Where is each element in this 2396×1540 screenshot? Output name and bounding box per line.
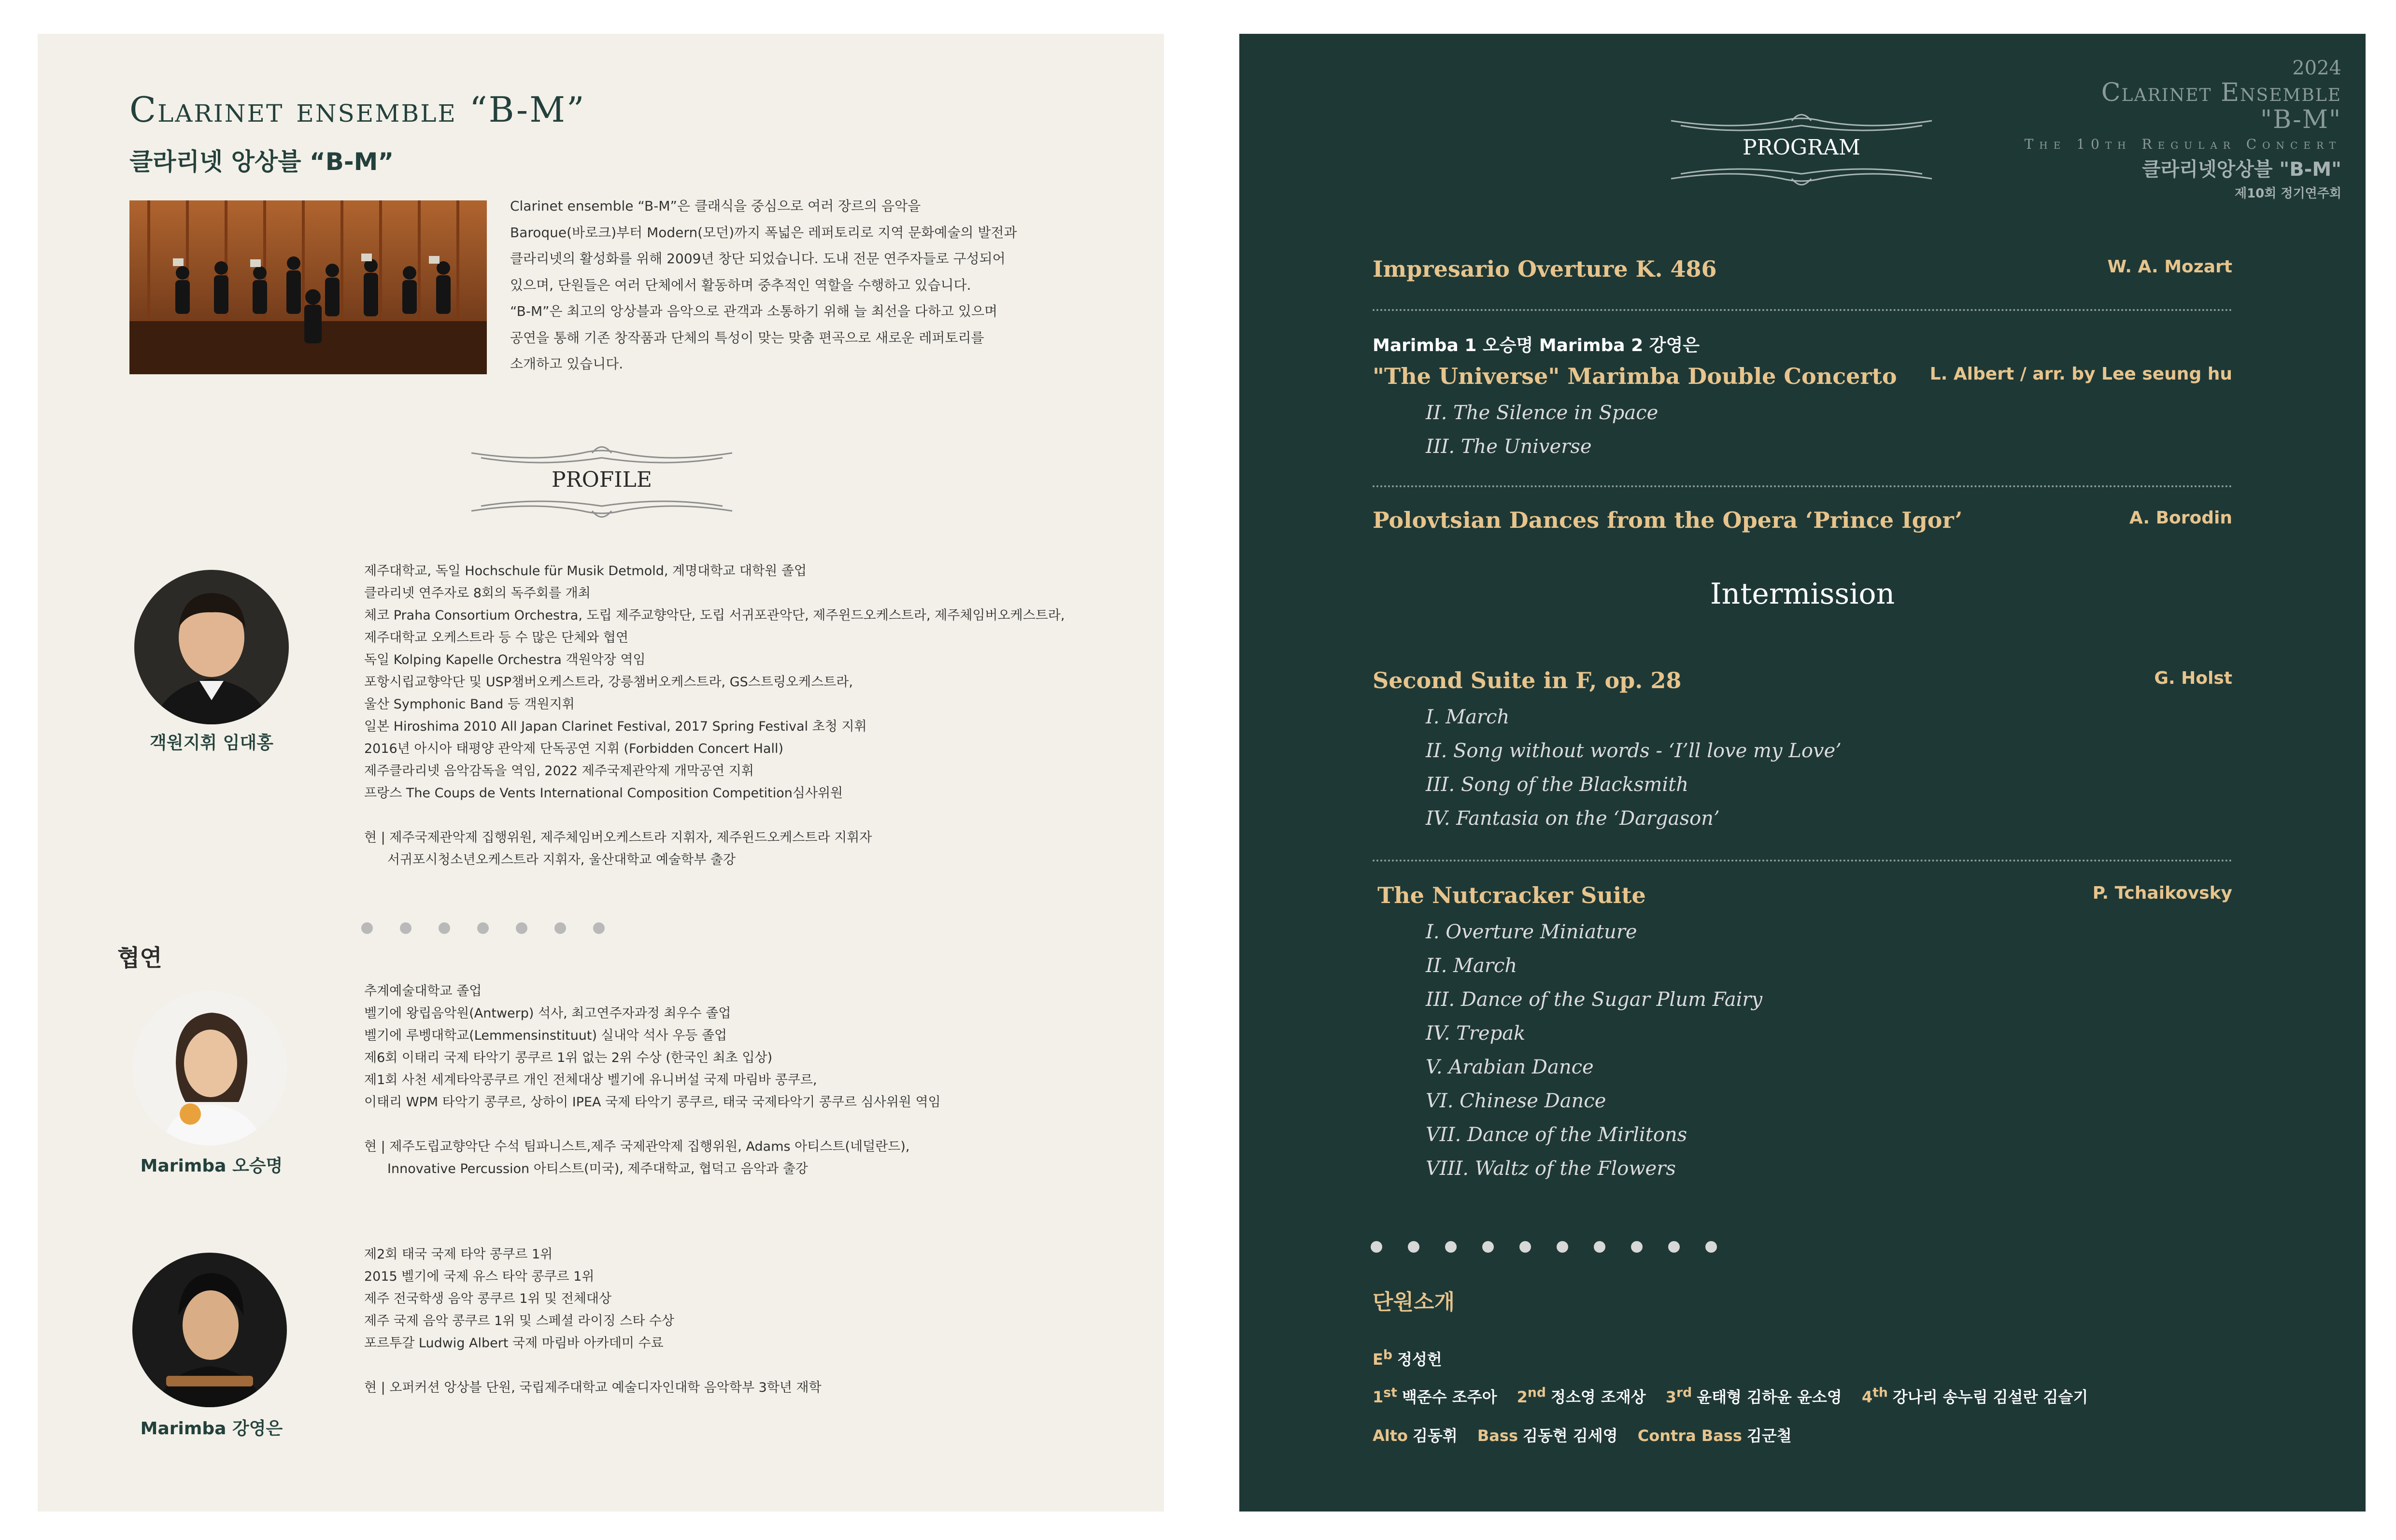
bio-line: 독일 Kolping Kapelle Orchestra 객원악장 역임 [364,652,646,667]
piece-composer: G. Holst [2154,668,2232,688]
concert-header [2025,57,2341,201]
dot [516,922,527,934]
dot [1705,1241,1717,1253]
divider [1373,309,2232,311]
movement: VI. Chinese Dance [1426,1090,1606,1112]
dot [1594,1241,1605,1253]
program-heading [1666,106,1937,193]
piece-title: "The Universe" Marimba Double Concerto [1373,363,1897,389]
current-line: 현 | 제주도립교향악단 수석 팀파니스트,제주 국제관악제 집행위원, Adams 아티스트(네덜란드), [364,1139,910,1154]
ensemble-title: Clarinet ensemble “B-M” [129,89,586,130]
bio-line: 울산 Symphonic Band 등 객원지휘 [364,697,575,712]
bio-line: 제6회 이태리 국제 타악기 콩쿠르 1위 없는 2위 수상 (한국인 최초 입상) [364,1050,773,1065]
first-num: 1 [1373,1388,1384,1406]
movement: V. Arabian Dance [1426,1056,1594,1078]
eb-names: 정성헌 [1397,1350,1442,1369]
piece-soloists: Marimba 1 오승명 Marimba 2 강영은 [1373,336,1700,355]
piece-composer: W. A. Mozart [2107,257,2232,277]
bio-line: 2015 벨기에 국제 유스 타악 콩쿠르 1위 [364,1269,595,1284]
bio-line: 제주 전국학생 음악 콩쿠르 1위 및 전체대상 [364,1291,612,1306]
dot [439,922,450,934]
current-line: Innovative Percussion 아티스트(미국), 제주대학교, 협덕고 음악과 출강 [387,1161,808,1176]
alto-label: Alto [1373,1427,1408,1445]
guest-section-title: 협연 [117,945,162,972]
first-names: 백준수 조주아 [1402,1388,1497,1406]
bio-line: 벨기에 루벵대학교(Lemmensinstituut) 실내악 석사 우등 졸업 [364,1028,727,1043]
alto-names: 김동휘 [1413,1427,1458,1445]
intro-line: Clarinet ensemble “B-M”은 클래식을 중심으로 여러 장르의 음악을 [510,198,921,214]
bio-line: 제주대학교 오케스트라 등 수 많은 단체와 협연 [364,630,629,645]
movement: III. The Universe [1426,436,1592,458]
movement: IV. Fantasia on the ‘Dargason’ [1426,807,1720,830]
current-line: 현 | 오퍼커션 앙상블 단원, 국립제주대학교 예술디자인대학 음악학부 3학년 재학 [364,1380,822,1395]
dot [1445,1241,1457,1253]
piece-title: Second Suite in F, op. 28 [1373,667,1682,693]
ensemble-quoted: "B-M" [2260,105,2341,134]
profile-heading [467,438,737,525]
ensemble-name: Clarinet Ensemble [2101,78,2341,107]
first-sup: st [1383,1385,1397,1400]
intro-line: 있으며, 단원들은 여러 단체에서 활동하며 중추적인 역할을 수행하고 있습니다. [510,277,971,293]
bio-line: 추계예술대학교 졸업 [364,984,482,999]
movement: II. The Silence in Space [1426,402,1659,424]
ensemble-intro [510,193,1090,378]
intro-line: “B-M”은 최고의 앙상블과 음악으로 관객과 소통하기 위해 늘 최선을 다하고 있으며 [510,303,998,319]
profile-label: PROFILE [551,467,652,492]
dot [1519,1241,1531,1253]
intermission-label: Intermission [1710,577,1895,611]
dot [1668,1241,1680,1253]
piece-composer: P. Tchaikovsky [2092,883,2232,903]
movement-list [1426,915,1762,1186]
korean-name: 클라리넷앙상블 "B-M" [2142,158,2341,181]
movement: I. Overture Miniature [1426,921,1637,943]
bio-line: 포항시립교향악단 및 USP챔버오케스트라, 강릉챔버오케스트라, GS스트링오케스트라, [364,675,853,690]
person-bio [364,980,941,1180]
intro-line: 공연을 통해 기존 창작품과 단체의 특성이 맞는 맞춤 편곡으로 새로운 레퍼토리를 [510,329,984,346]
bio-line: 체코 Praha Consortium Orchestra, 도립 제주교향악단, 도립 서귀포관악단, 제주윈드오케스트라, 제주체임버오케스트라, [364,608,1065,623]
bio-line: 2016년 아시아 태평양 관악제 단독공연 지휘 (Forbidden Concert Hall) [364,741,784,756]
dot [477,922,489,934]
second-num: 2 [1517,1388,1528,1406]
movement-list [1426,700,1842,835]
movement: VII. Dance of the Mirlitons [1426,1124,1687,1146]
avatar [132,1253,287,1407]
fourth-sup: th [1872,1385,1888,1400]
third-names: 윤태형 김하윤 윤소영 [1697,1388,1842,1406]
third-num: 3 [1665,1388,1676,1406]
members-low [1373,1424,1792,1446]
intro-line: Baroque(바로크)부터 Modern(모던)까지 폭넓은 레퍼토리로 지역 문화예술의 발전과 [510,224,1017,240]
movement: III. Dance of the Sugar Plum Fairy [1426,989,1763,1011]
fourth-num: 4 [1861,1388,1873,1406]
members-clarinets [1373,1385,2088,1407]
dot [1408,1241,1419,1253]
intro-line: 소개하고 있습니다. [510,356,624,372]
current-line: 현 | 제주국제관악제 집행위원, 제주체임버오케스트라 지휘자, 제주윈드오케스트라 지휘자 [364,830,872,845]
dot [1371,1241,1382,1253]
divider [1373,485,2232,487]
members-eb [1373,1347,1442,1370]
person-name: Marimba 강영은 [140,1419,283,1439]
fourth-names: 강나리 송누림 김설란 김슬기 [1892,1388,2088,1406]
movement: I. March [1426,706,1510,728]
dot-separator [361,922,605,934]
regular-concert-label: The 10th Regular Concert [2024,136,2341,152]
current-line: 서귀포시청소년오케스트라 지휘자, 울산대학교 예술학부 출강 [387,852,736,867]
bio-line: 클라리넷 연주자로 8회의 독주회를 개최 [364,586,591,601]
eb-sup: b [1383,1347,1392,1363]
bio-line: 일본 Hiroshima 2010 All Japan Clarinet Festival, 2017 Spring Festival 초청 지휘 [364,719,867,734]
movement: VIII. Waltz of the Flowers [1426,1158,1676,1180]
dot [1482,1241,1494,1253]
concert-year: 2024 [2292,57,2341,79]
left-page [38,34,1164,1512]
ensemble-subtitle: 클라리넷 앙상블 “B-M” [129,148,394,176]
intro-line: 클라리넷의 활성화를 위해 2009년 창단 되었습니다. 도내 전문 연주자들로 구성되어 [510,251,1006,267]
bio-line: 벨기에 왕립음악원(Antwerp) 석사, 최고연주자과정 최우수 졸업 [364,1006,731,1021]
bio-line: 포르투갈 Ludwig Albert 국제 마림바 아카데미 수료 [364,1336,664,1351]
piece-title: Polovtsian Dances from the Opera ‘Prince Igor’ [1373,507,1963,533]
korean-concert-label: 제10회 정기연주회 [2234,186,2341,201]
movement: III. Song of the Blacksmith [1426,774,1688,796]
person-bio [364,1243,822,1399]
eb-label: E [1373,1350,1383,1369]
contra-bass-label: Contra Bass [1637,1427,1742,1445]
person-name: 객원지휘 임대홍 [150,733,273,753]
third-sup: rd [1676,1385,1692,1400]
bass-label: Bass [1477,1427,1518,1445]
dot [1557,1241,1568,1253]
second-names: 정소영 조재상 [1550,1388,1646,1406]
piece-title: The Nutcracker Suite [1377,882,1646,908]
bio-line: 제주대학교, 독일 Hochschule für Musik Detmold, 계명대학교 대학원 졸업 [364,564,807,579]
avatar [134,570,289,724]
program-label: PROGRAM [1743,135,1860,160]
bio-line: 프랑스 The Coups de Vents International Composition Competition심사위원 [364,786,843,801]
members-title: 단원소개 [1373,1290,1455,1314]
dot [361,922,373,934]
dot [1631,1241,1643,1253]
dot [593,922,605,934]
bio-line: 이태리 WPM 타악기 콩쿠르, 상하이 IPEA 국제 타악기 콩쿠르, 태국 국제타악기 콩쿠르 심사위원 역임 [364,1095,941,1110]
dot [400,922,411,934]
bio-line: 제2회 태국 국제 타악 콩쿠르 1위 [364,1247,553,1262]
piece-composer: A. Borodin [2129,508,2232,528]
dot [554,922,566,934]
second-sup: nd [1527,1385,1546,1400]
contra-bass-names: 김군철 [1746,1427,1792,1445]
person-name: Marimba 오승명 [140,1156,283,1176]
movement: II. March [1426,955,1517,977]
ensemble-photo [129,200,487,374]
bio-line: 제주 국제 음악 콩쿠르 1위 및 스페셜 라이징 스타 수상 [364,1314,675,1328]
avatar [132,991,287,1145]
piece-composer: L. Albert / arr. by Lee seung hu [1929,364,2232,384]
bass-names: 김동현 김세영 [1522,1427,1618,1445]
person-bio [364,560,1065,871]
movement: II. Song without words - ‘I’ll love my Love’ [1426,740,1842,762]
piece-title: Impresario Overture K. 486 [1373,256,1717,282]
bio-line: 제1회 사천 세계타악콩쿠르 개인 전체대상 벨기에 유니버설 국제 마림바 콩쿠르, [364,1073,817,1088]
right-page [1239,34,2366,1512]
divider [1373,860,2232,862]
bio-line: 제주클라리넷 음악감독을 역임, 2022 제주국제관악제 개막공연 지휘 [364,763,754,778]
dot-separator [1371,1241,1717,1253]
movement-list [1426,396,1658,464]
movement: IV. Trepak [1426,1022,1526,1045]
